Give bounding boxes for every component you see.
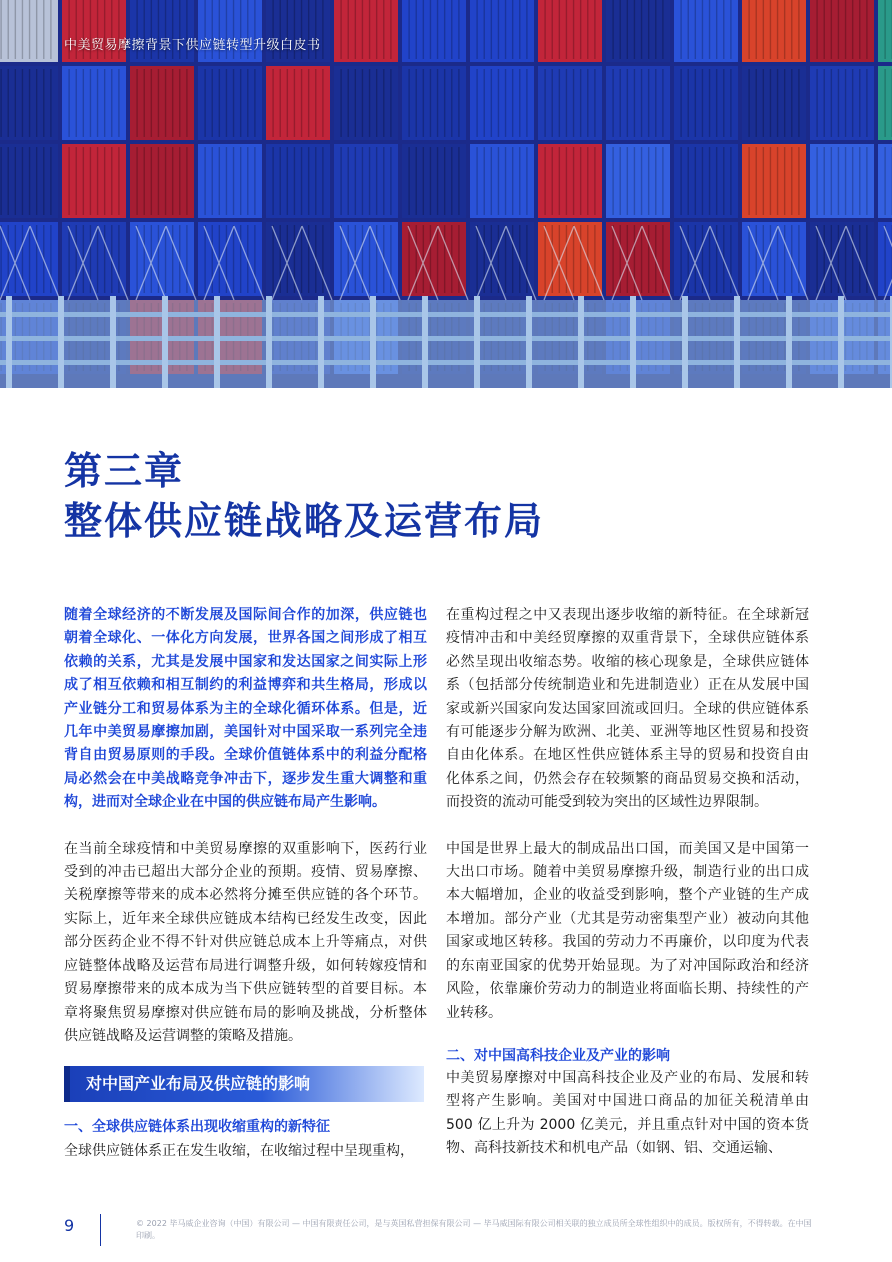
chapter-heading: [64, 446, 544, 546]
shipping-containers-photo: [0, 0, 892, 388]
section-heading-bar: 对中国产业布局及供应链的影响: [64, 1066, 424, 1102]
body-paragraph: 中国是世界上最大的制成品出口国，而美国又是中国第一大出口市场。随着中美贸易摩擦升级，制造行业的出口成本大幅增加，企业的收益受到影响，整个产业链的生产成本增加。部分产业（尤其是劳动密集型产业）被动向其他国家或地区转移。我国的劳动力不再廉价，以印度为代表的东南亚国家的优势开始显现。为了对冲国际政治和经济风险，依靠廉价劳动力的制造业将面临长期、持续性的产业转移。: [446, 840, 809, 1021]
body-paragraph: 在当前全球疫情和中美贸易摩擦的双重影响下，医药行业受到的冲击已超出大部分企业的预期。疫情、贸易摩擦、关税摩擦等带来的成本必然将分摊至供应链的各个环节。实际上，近年来全球供应链成本结构已经发生改变，因此部分医药企业不得不针对供应链总成本上升等痛点，对供应链整体战略及运营布局进行调整升级，如何转嫁疫情和贸易摩擦带来的成本成为当下供应链转型的首要目标。本章将聚焦贸易摩擦对供应链布局的影响及挑战，分析整体供应链战略及运营调整的策略及措施。: [64, 840, 427, 1044]
page-number: 9: [64, 1216, 75, 1235]
page-footer: [0, 1208, 892, 1262]
chapter-number: 第三章: [64, 449, 185, 493]
lead-paragraph: 随着全球经济的不断发展及国际间合作的加深，供应链也朝着全球化、一体化方向发展，世界各国之间形成了相互依赖的关系，尤其是发展中国家和发达国家之间实际上形成了相互依赖和相互制约的利益博弈和共生格局，形成以产业链分工和贸易体系为主的全球化循环体系。但是，近几年中美贸易摩擦加剧，美国针对中国采取一系列完全违背自由贸易原则的手段。全球价值链体系中的利益分配格局必然会在中美战略竞争冲击下，逐步发生重大调整和重构，进而对全球企业在中国的供应链布局产生影响。: [64, 607, 427, 811]
document-title: 中美贸易摩擦背景下供应链转型升级白皮书: [64, 38, 321, 53]
body-paragraph: 中美贸易摩擦对中国高科技企业及产业的布局、发展和转型将产生影响。美国对中国进口商品的加征关税清单由 500 亿上升为 2000 亿美元，并且重点针对中国的资本货物、高科技新技术和机电产品（如钢、铝、交通运输、: [446, 1069, 809, 1157]
copyright-notice: © 2022 毕马威企业咨询（中国）有限公司 — 中国有限责任公司，是与英国私营担保有限公司 — 毕马威国际有限公司相关联的独立成员所全球性组织中的成员。版权所有，不得转载。在中国印刷。: [136, 1219, 812, 1240]
body-paragraph: 全球供应链体系正在发生收缩，在收缩过程中呈现重构，: [64, 1143, 414, 1160]
hero-image: [0, 0, 892, 388]
left-column: [64, 604, 427, 1164]
subsection-heading: 一、全球供应链体系出现收缩重构的新特征: [64, 1119, 330, 1136]
footer-divider: [100, 1214, 101, 1246]
right-column: [446, 604, 809, 1161]
body-paragraph: 在重构过程之中又表现出逐步收缩的新特征。在全球新冠疫情冲击和中美经贸摩擦的双重背景下，全球供应链体系必然呈现出收缩态势。收缩的核心现象是，全球供应链体系（包括部分传统制造业和先进制造业）正在从发展中国家或新兴国家向发达国家回流或回归。全球的供应链体系有可能逐步分解为欧洲、北美、亚洲等地区性贸易和投资自由化体系。在地区性供应链体系主导的贸易和投资自由化体系之间，仍然会存在较频繁的商品贸易交换和活动，而投资的流动可能受到较为突出的区域性边界限制。: [446, 607, 809, 811]
subsection-heading: 二、对中国高科技企业及产业的影响: [446, 1047, 670, 1064]
chapter-title: 整体供应链战略及运营布局: [64, 499, 545, 543]
